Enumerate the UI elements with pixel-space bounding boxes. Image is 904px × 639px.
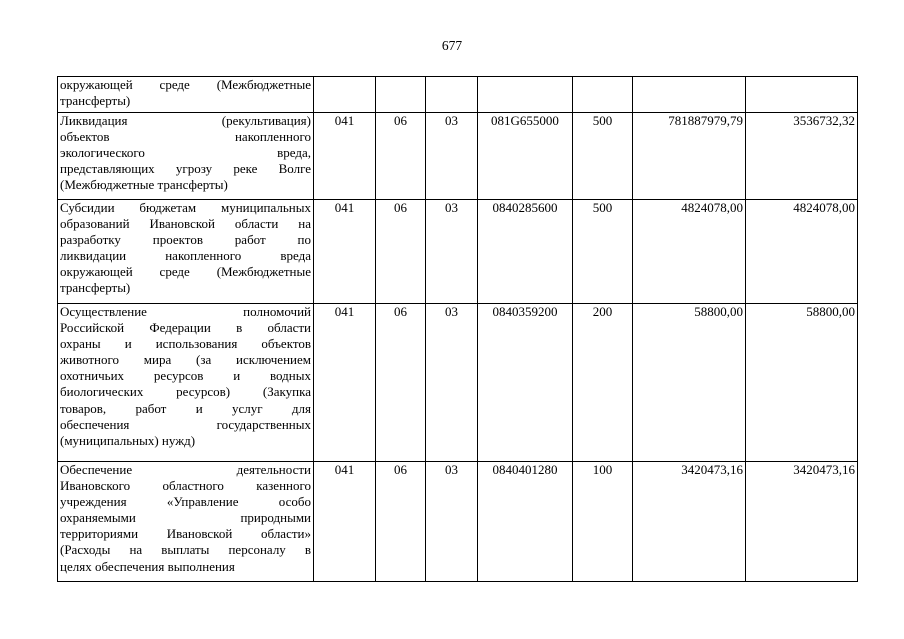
description-line: экологического вреда, xyxy=(60,145,311,161)
cell-description xyxy=(58,113,314,200)
description-line: Осуществление полномочий xyxy=(60,304,311,319)
cell-section-code: 06 xyxy=(376,200,426,304)
description-line: Субсидии бюджетам муниципальных xyxy=(60,200,311,215)
description-line: трансферты) xyxy=(60,280,131,296)
cell-amount-2: 58800,00 xyxy=(746,304,858,462)
cell-description xyxy=(58,304,314,462)
description-line: целях обеспечения выполнения xyxy=(60,558,235,574)
description-line: животного мира (за исключением xyxy=(60,352,311,368)
cell-amount-1: 4824078,00 xyxy=(633,200,746,304)
cell-subsection-code: 03 xyxy=(426,113,478,200)
cell-target-article: 0840401280 xyxy=(478,462,573,582)
cell-description xyxy=(58,462,314,582)
cell-amount-1: 3420473,16 xyxy=(633,462,746,582)
table-row xyxy=(58,113,858,200)
table-row xyxy=(58,77,858,113)
description-line: окружающей среде (Межбюджетные xyxy=(60,77,311,92)
description-line: объектов накопленного xyxy=(60,129,311,145)
description-line: Российской Федерации в области xyxy=(60,320,311,336)
cell-subsection-code: 03 xyxy=(426,462,478,582)
cell-section-code: 06 xyxy=(376,462,426,582)
table-row xyxy=(58,200,858,304)
cell-amount-2: 3420473,16 xyxy=(746,462,858,582)
cell-section-code: 06 xyxy=(376,113,426,200)
description-line: окружающей среде (Межбюджетные xyxy=(60,264,311,280)
description-line: обеспечения государственных xyxy=(60,416,311,432)
cell-subsection-code: 03 xyxy=(426,304,478,462)
cell-amount-1: 58800,00 xyxy=(633,304,746,462)
description-line: (Расходы на выплаты персоналу в xyxy=(60,542,311,558)
cell-amount-2 xyxy=(746,77,858,113)
budget-table xyxy=(57,76,858,582)
description-line: территориями Ивановской области» xyxy=(60,526,311,542)
cell-target-article: 0840285600 xyxy=(478,200,573,304)
cell-ministry-code: 041 xyxy=(314,462,376,582)
table-body xyxy=(58,77,858,582)
description-line: образований Ивановской области на xyxy=(60,216,311,232)
table-row xyxy=(58,462,858,582)
cell-expense-type: 100 xyxy=(573,462,633,582)
description-line: Ивановского областного казенного xyxy=(60,478,311,494)
cell-amount-2: 4824078,00 xyxy=(746,200,858,304)
cell-description xyxy=(58,77,314,113)
table-row xyxy=(58,304,858,462)
page-number: 677 xyxy=(441,38,463,53)
description-line: учреждения «Управление особо xyxy=(60,494,311,510)
cell-ministry-code xyxy=(314,77,376,113)
cell-ministry-code: 041 xyxy=(314,113,376,200)
cell-target-article: 081G655000 xyxy=(478,113,573,200)
description-line: охотничьих ресурсов и водных xyxy=(60,368,311,384)
description-line: Обеспечение деятельности xyxy=(60,462,311,477)
description-line: охраны и использования объектов xyxy=(60,336,311,352)
cell-description xyxy=(58,200,314,304)
cell-subsection-code xyxy=(426,77,478,113)
cell-ministry-code: 041 xyxy=(314,200,376,304)
cell-target-article: 0840359200 xyxy=(478,304,573,462)
description-line: охраняемыми природными xyxy=(60,510,311,526)
description-line: Ликвидация (рекультивация) xyxy=(60,113,311,128)
description-line: ликвидации накопленного вреда xyxy=(60,248,311,264)
cell-expense-type xyxy=(573,77,633,113)
cell-expense-type: 500 xyxy=(573,113,633,200)
cell-amount-1 xyxy=(633,77,746,113)
cell-amount-1: 781887979,79 xyxy=(633,113,746,200)
cell-expense-type: 200 xyxy=(573,304,633,462)
description-line: трансферты) xyxy=(60,93,131,109)
description-line: (Межбюджетные трансферты) xyxy=(60,177,228,193)
cell-section-code: 06 xyxy=(376,304,426,462)
description-line: товаров, работ и услуг для xyxy=(60,400,311,416)
cell-ministry-code: 041 xyxy=(314,304,376,462)
description-line: представляющих угрозу реке Волге xyxy=(60,161,311,177)
cell-amount-2: 3536732,32 xyxy=(746,113,858,200)
cell-target-article xyxy=(478,77,573,113)
cell-subsection-code: 03 xyxy=(426,200,478,304)
description-line: биологических ресурсов) (Закупка xyxy=(60,384,311,400)
description-line: разработку проектов работ по xyxy=(60,232,311,248)
cell-expense-type: 500 xyxy=(573,200,633,304)
cell-section-code xyxy=(376,77,426,113)
description-line: (муниципальных) нужд) xyxy=(60,432,196,448)
